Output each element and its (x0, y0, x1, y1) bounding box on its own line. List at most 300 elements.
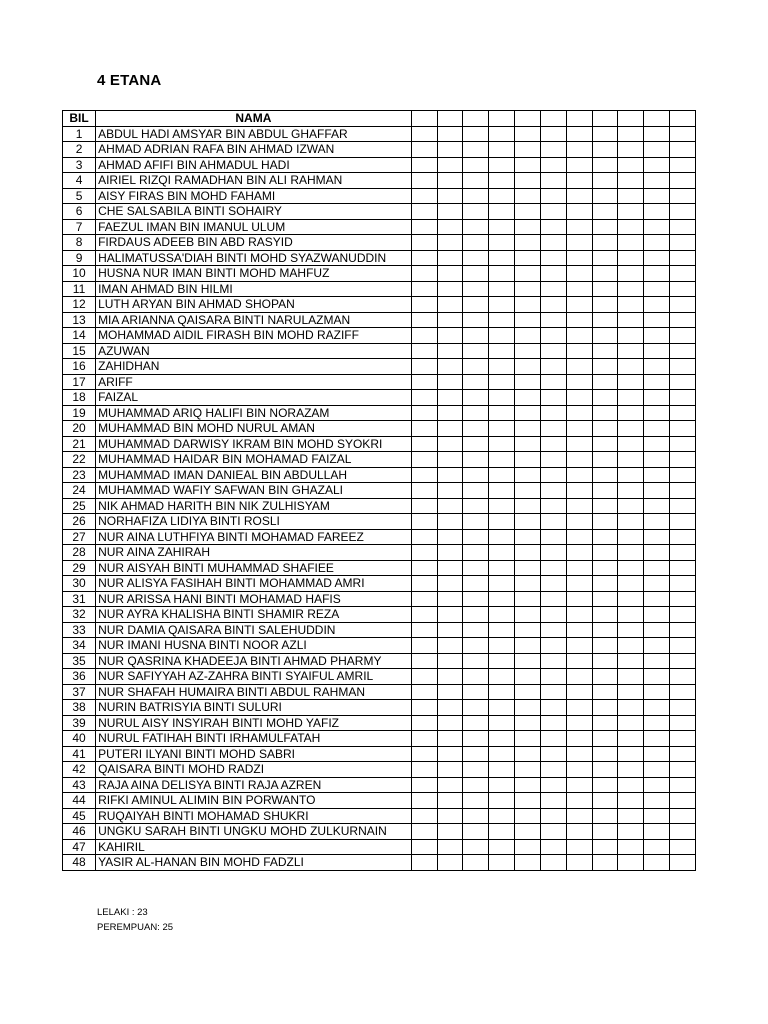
blank-cell (618, 281, 644, 297)
blank-cell (618, 560, 644, 576)
row-number: 19 (63, 405, 96, 421)
row-number: 6 (63, 204, 96, 220)
table-row (63, 607, 696, 623)
blank-cell (618, 669, 644, 685)
blank-cell (618, 374, 644, 390)
blank-cell (670, 467, 696, 483)
blank-cell (566, 684, 592, 700)
blank-cell (489, 622, 515, 638)
blank-cell (515, 839, 541, 855)
blank-cell (437, 328, 463, 344)
blank-cell (566, 498, 592, 514)
blank-cell (463, 405, 489, 421)
blank-cell (515, 808, 541, 824)
blank-cell (670, 808, 696, 824)
blank-cell (463, 715, 489, 731)
blank-cell (566, 173, 592, 189)
row-number: 29 (63, 560, 96, 576)
blank-cell (515, 545, 541, 561)
blank-cell (592, 204, 618, 220)
table-row (63, 545, 696, 561)
blank-cell (644, 204, 670, 220)
blank-cell (515, 235, 541, 251)
row-number: 3 (63, 157, 96, 173)
row-number: 4 (63, 173, 96, 189)
blank-cell (566, 607, 592, 623)
blank-cell (592, 793, 618, 809)
blank-cell (618, 731, 644, 747)
blank-cell (515, 638, 541, 654)
student-name: NUR IMANI HUSNA BINTI NOOR AZLI (96, 638, 412, 654)
blank-cell (515, 498, 541, 514)
blank-cell (540, 576, 566, 592)
blank-cell (411, 591, 437, 607)
student-name: MUHAMMAD WAFIY SAFWAN BIN GHAZALI (96, 483, 412, 499)
blank-cell (618, 359, 644, 375)
row-number: 39 (63, 715, 96, 731)
blank-cell (618, 266, 644, 282)
blank-cell (515, 312, 541, 328)
student-name: AHMAD AFIFI BIN AHMADUL HADI (96, 157, 412, 173)
blank-cell (515, 576, 541, 592)
blank-cell (489, 452, 515, 468)
blank-cell (592, 607, 618, 623)
blank-cell (644, 250, 670, 266)
student-name: ZAHIDHAN (96, 359, 412, 375)
blank-cell (670, 157, 696, 173)
blank-cell (437, 126, 463, 142)
blank-cell (515, 731, 541, 747)
blank-cell (489, 126, 515, 142)
blank-cell (463, 669, 489, 685)
blank-cell (411, 405, 437, 421)
blank-cell (463, 343, 489, 359)
blank-cell (515, 188, 541, 204)
blank-cell (618, 762, 644, 778)
blank-cell (618, 126, 644, 142)
blank-cell (515, 467, 541, 483)
table-row (63, 343, 696, 359)
row-number: 16 (63, 359, 96, 375)
blank-cell (644, 359, 670, 375)
blank-cell (463, 514, 489, 530)
header-blank-cell (463, 111, 489, 127)
blank-cell (437, 219, 463, 235)
table-row (63, 219, 696, 235)
blank-cell (540, 374, 566, 390)
blank-cell (566, 266, 592, 282)
blank-cell (463, 281, 489, 297)
blank-cell (644, 281, 670, 297)
blank-cell (540, 328, 566, 344)
blank-cell (644, 591, 670, 607)
table-row (63, 126, 696, 142)
blank-cell (618, 343, 644, 359)
blank-cell (644, 560, 670, 576)
blank-cell (411, 374, 437, 390)
blank-cell (670, 219, 696, 235)
blank-cell (670, 374, 696, 390)
table-row (63, 467, 696, 483)
blank-cell (566, 700, 592, 716)
header-blank-cell (489, 111, 515, 127)
blank-cell (592, 653, 618, 669)
blank-cell (489, 188, 515, 204)
blank-cell (463, 142, 489, 158)
blank-cell (437, 235, 463, 251)
student-name: QAISARA BINTI MOHD RADZI (96, 762, 412, 778)
table-row (63, 684, 696, 700)
blank-cell (566, 359, 592, 375)
table-row (63, 421, 696, 437)
blank-cell (411, 607, 437, 623)
blank-cell (411, 250, 437, 266)
row-number: 13 (63, 312, 96, 328)
blank-cell (463, 793, 489, 809)
blank-cell (463, 297, 489, 313)
row-number: 26 (63, 514, 96, 530)
blank-cell (670, 436, 696, 452)
blank-cell (437, 452, 463, 468)
row-number: 27 (63, 529, 96, 545)
blank-cell (437, 157, 463, 173)
row-number: 22 (63, 452, 96, 468)
blank-cell (618, 808, 644, 824)
blank-cell (566, 514, 592, 530)
table-row (63, 622, 696, 638)
blank-cell (411, 452, 437, 468)
row-number: 28 (63, 545, 96, 561)
blank-cell (644, 777, 670, 793)
blank-cell (566, 390, 592, 406)
row-number: 17 (63, 374, 96, 390)
row-number: 40 (63, 731, 96, 747)
blank-cell (489, 374, 515, 390)
blank-cell (670, 343, 696, 359)
blank-cell (489, 483, 515, 499)
blank-cell (566, 374, 592, 390)
table-row (63, 746, 696, 762)
blank-cell (566, 731, 592, 747)
blank-cell (644, 793, 670, 809)
blank-cell (618, 855, 644, 871)
blank-cell (463, 576, 489, 592)
blank-cell (592, 219, 618, 235)
blank-cell (463, 188, 489, 204)
blank-cell (540, 715, 566, 731)
table-row (63, 374, 696, 390)
blank-cell (670, 142, 696, 158)
blank-cell (618, 157, 644, 173)
blank-cell (463, 700, 489, 716)
blank-cell (515, 359, 541, 375)
student-name: UNGKU SARAH BINTI UNGKU MOHD ZULKURNAIN (96, 824, 412, 840)
blank-cell (670, 855, 696, 871)
student-name: NUR AISYAH BINTI MUHAMMAD SHAFIEE (96, 560, 412, 576)
blank-cell (670, 762, 696, 778)
blank-cell (540, 235, 566, 251)
blank-cell (644, 328, 670, 344)
blank-cell (644, 576, 670, 592)
blank-cell (515, 746, 541, 762)
male-count: LELAKI : 23 (97, 907, 148, 918)
blank-cell (411, 855, 437, 871)
blank-cell (515, 142, 541, 158)
blank-cell (644, 700, 670, 716)
blank-cell (540, 607, 566, 623)
blank-cell (670, 545, 696, 561)
row-number: 43 (63, 777, 96, 793)
student-name: NORHAFIZA LIDIYA BINTI ROSLI (96, 514, 412, 530)
student-name: NIK AHMAD HARITH BIN NIK ZULHISYAM (96, 498, 412, 514)
blank-cell (670, 514, 696, 530)
blank-cell (437, 421, 463, 437)
row-number: 31 (63, 591, 96, 607)
female-count: PEREMPUAN: 25 (97, 922, 174, 933)
student-name: MUHAMMAD HAIDAR BIN MOHAMAD FAIZAL (96, 452, 412, 468)
table-row (63, 204, 696, 220)
blank-cell (644, 715, 670, 731)
row-number: 24 (63, 483, 96, 499)
blank-cell (644, 436, 670, 452)
blank-cell (670, 839, 696, 855)
blank-cell (515, 793, 541, 809)
blank-cell (411, 188, 437, 204)
table-row (63, 576, 696, 592)
blank-cell (540, 483, 566, 499)
blank-cell (515, 328, 541, 344)
student-name: KAHIRIL (96, 839, 412, 855)
blank-cell (437, 653, 463, 669)
student-name: NUR AINA ZAHIRAH (96, 545, 412, 561)
blank-cell (670, 188, 696, 204)
blank-cell (411, 746, 437, 762)
blank-cell (618, 467, 644, 483)
student-name: AISY FIRAS BIN MOHD FAHAMI (96, 188, 412, 204)
blank-cell (670, 622, 696, 638)
blank-cell (566, 808, 592, 824)
blank-cell (540, 622, 566, 638)
blank-cell (489, 839, 515, 855)
student-name: FIRDAUS ADEEB BIN ABD RASYID (96, 235, 412, 251)
row-number: 35 (63, 653, 96, 669)
header-blank-cell (592, 111, 618, 127)
blank-cell (540, 343, 566, 359)
blank-cell (540, 204, 566, 220)
blank-cell (437, 700, 463, 716)
student-name: NUR AINA LUTHFIYA BINTI MOHAMAD FAREEZ (96, 529, 412, 545)
blank-cell (463, 808, 489, 824)
blank-cell (592, 312, 618, 328)
blank-cell (592, 514, 618, 530)
blank-cell (618, 250, 644, 266)
blank-cell (515, 405, 541, 421)
row-number: 34 (63, 638, 96, 654)
blank-cell (463, 328, 489, 344)
table-row (63, 436, 696, 452)
blank-cell (411, 142, 437, 158)
blank-cell (540, 436, 566, 452)
blank-cell (489, 684, 515, 700)
student-name: MUHAMMAD DARWISY IKRAM BIN MOHD SYOKRI (96, 436, 412, 452)
blank-cell (463, 204, 489, 220)
blank-cell (540, 731, 566, 747)
blank-cell (592, 545, 618, 561)
blank-cell (411, 483, 437, 499)
blank-cell (437, 669, 463, 685)
blank-cell (489, 638, 515, 654)
header-blank-cell (411, 111, 437, 127)
blank-cell (540, 560, 566, 576)
blank-cell (566, 188, 592, 204)
blank-cell (566, 762, 592, 778)
blank-cell (618, 700, 644, 716)
blank-cell (540, 157, 566, 173)
blank-cell (411, 343, 437, 359)
student-name: AZUWAN (96, 343, 412, 359)
blank-cell (437, 405, 463, 421)
blank-cell (411, 576, 437, 592)
table-row (63, 235, 696, 251)
blank-cell (592, 638, 618, 654)
blank-cell (437, 855, 463, 871)
blank-cell (489, 777, 515, 793)
blank-cell (463, 839, 489, 855)
blank-cell (437, 746, 463, 762)
blank-cell (644, 219, 670, 235)
blank-cell (618, 421, 644, 437)
blank-cell (592, 343, 618, 359)
blank-cell (592, 452, 618, 468)
blank-cell (489, 219, 515, 235)
blank-cell (592, 235, 618, 251)
blank-cell (592, 173, 618, 189)
blank-cell (670, 793, 696, 809)
blank-cell (670, 746, 696, 762)
blank-cell (644, 653, 670, 669)
blank-cell (644, 266, 670, 282)
blank-cell (515, 126, 541, 142)
blank-cell (592, 855, 618, 871)
blank-cell (463, 266, 489, 282)
row-number: 38 (63, 700, 96, 716)
blank-cell (618, 622, 644, 638)
blank-cell (437, 467, 463, 483)
blank-cell (489, 498, 515, 514)
blank-cell (540, 638, 566, 654)
blank-cell (489, 653, 515, 669)
blank-cell (592, 250, 618, 266)
row-number: 14 (63, 328, 96, 344)
blank-cell (592, 126, 618, 142)
blank-cell (463, 731, 489, 747)
blank-cell (592, 142, 618, 158)
blank-cell (463, 529, 489, 545)
blank-cell (540, 591, 566, 607)
blank-cell (540, 421, 566, 437)
table-row (63, 669, 696, 685)
blank-cell (644, 529, 670, 545)
blank-cell (411, 436, 437, 452)
student-name: ARIFF (96, 374, 412, 390)
blank-cell (489, 529, 515, 545)
blank-cell (540, 653, 566, 669)
blank-cell (411, 297, 437, 313)
student-name: IMAN AHMAD BIN HILMI (96, 281, 412, 297)
blank-cell (670, 297, 696, 313)
blank-cell (644, 390, 670, 406)
blank-cell (644, 157, 670, 173)
blank-cell (540, 142, 566, 158)
table-row (63, 266, 696, 282)
blank-cell (670, 281, 696, 297)
blank-cell (437, 591, 463, 607)
blank-cell (540, 545, 566, 561)
table-row (63, 777, 696, 793)
blank-cell (592, 281, 618, 297)
table-row (63, 638, 696, 654)
blank-cell (489, 607, 515, 623)
blank-cell (644, 142, 670, 158)
blank-cell (644, 421, 670, 437)
row-number: 46 (63, 824, 96, 840)
table-row (63, 560, 696, 576)
table-row (63, 405, 696, 421)
row-number: 5 (63, 188, 96, 204)
blank-cell (566, 715, 592, 731)
blank-cell (566, 793, 592, 809)
row-number: 7 (63, 219, 96, 235)
blank-cell (489, 343, 515, 359)
blank-cell (566, 824, 592, 840)
blank-cell (489, 281, 515, 297)
blank-cell (644, 173, 670, 189)
blank-cell (411, 204, 437, 220)
blank-cell (437, 777, 463, 793)
blank-cell (437, 483, 463, 499)
row-number: 8 (63, 235, 96, 251)
blank-cell (566, 669, 592, 685)
blank-cell (566, 777, 592, 793)
blank-cell (463, 421, 489, 437)
table-row (63, 483, 696, 499)
blank-cell (515, 343, 541, 359)
blank-cell (411, 653, 437, 669)
blank-cell (670, 498, 696, 514)
blank-cell (592, 374, 618, 390)
blank-cell (515, 219, 541, 235)
blank-cell (489, 204, 515, 220)
blank-cell (515, 250, 541, 266)
blank-cell (437, 343, 463, 359)
student-name: RIFKI AMINUL ALIMIN BIN PORWANTO (96, 793, 412, 809)
blank-cell (566, 560, 592, 576)
row-number: 21 (63, 436, 96, 452)
blank-cell (618, 545, 644, 561)
blank-cell (618, 142, 644, 158)
blank-cell (540, 250, 566, 266)
blank-cell (592, 390, 618, 406)
student-name: NURUL FATIHAH BINTI IRHAMULFATAH (96, 731, 412, 747)
row-number: 15 (63, 343, 96, 359)
blank-cell (437, 514, 463, 530)
blank-cell (592, 669, 618, 685)
blank-cell (618, 452, 644, 468)
blank-cell (592, 328, 618, 344)
blank-cell (411, 529, 437, 545)
blank-cell (463, 467, 489, 483)
row-number: 42 (63, 762, 96, 778)
